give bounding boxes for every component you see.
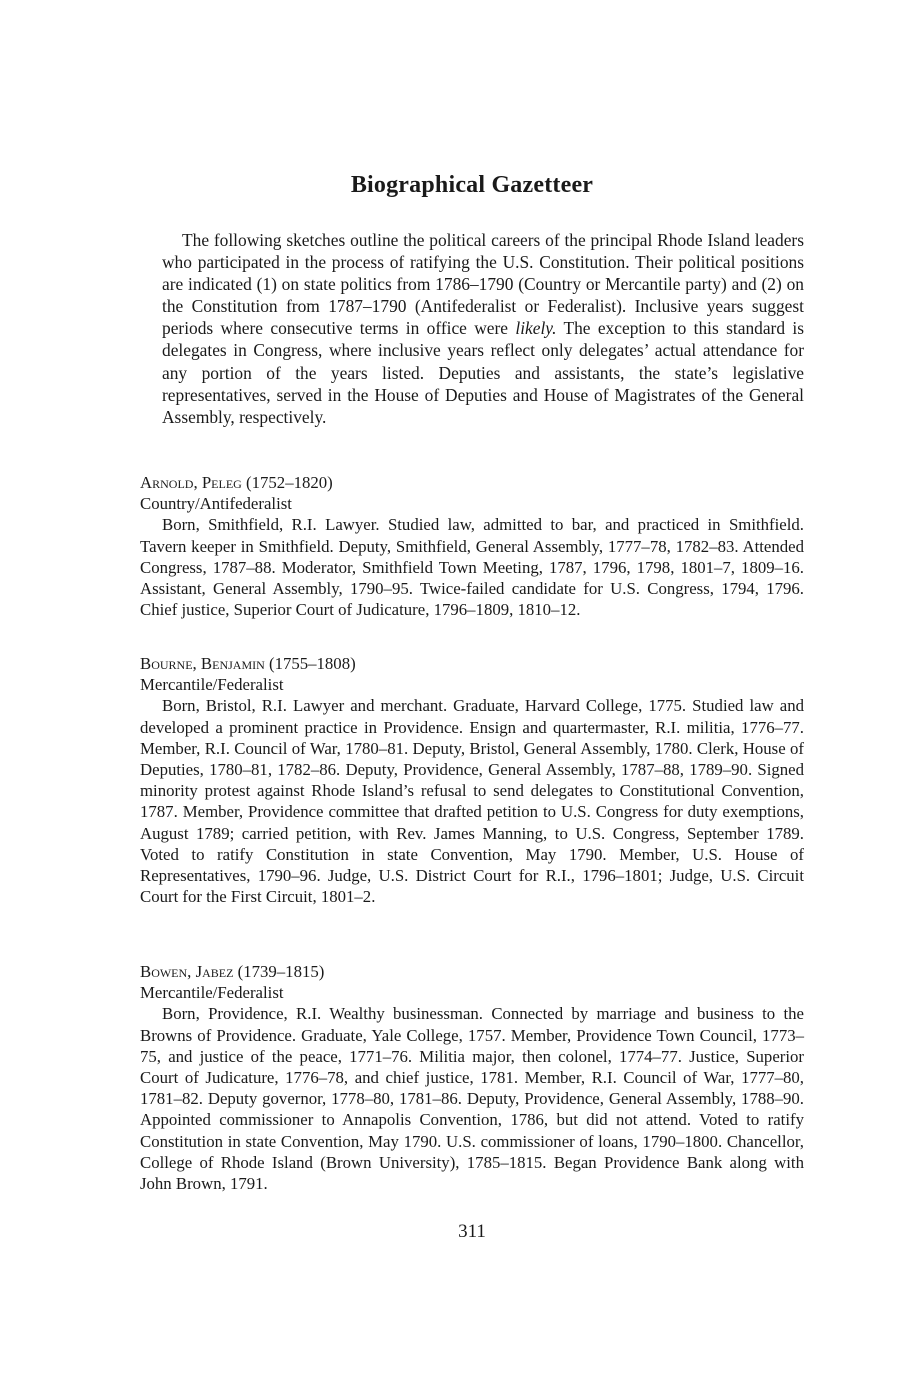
entry-arnold-peleg <box>140 472 804 620</box>
intro-paragraph <box>162 229 804 428</box>
entry-heading <box>140 653 804 674</box>
entry-dates: (1752–1820) <box>246 473 333 492</box>
entry-party: Country/Antifederalist <box>140 494 292 514</box>
entry-name: Bourne, Benjamin <box>140 654 265 673</box>
entry-bio: Born, Smithfield, R.I. Lawyer. Studied law, admitted to bar, and practiced in Smithfield. Tavern keeper in Smithfield. Deputy, Smithfield, General Assembly, 1777–78, 1782–83. Attended Congress, 1787–88. Moderator, Smithfield Town Meeting, 1787, 1796, 1798, 1801–7, 1809–16. Assistant, General Assembly, 1790–95. Twice-failed candidate for U.S. Congress, 1794, 1796. Chief justice, Superior Court of Judicature, 1796–1809, 1810–12. <box>140 515 804 620</box>
page-number: 311 <box>458 1221 486 1242</box>
entry-bio: Born, Providence, R.I. Wealthy businessman. Connected by marriage and business to the Browns of Providence. Graduate, Yale College, 1757. Member, Providence Town Council, 1773–75, and justice of the peace, 1771–76. Militia major, then colonel, 1774–77. Justice, Superior Court of Judicature, 1776–78, and chief justice, 1781. Member, R.I. Council of War, 1777–80, 1781–82. Deputy governor, 1778–80, 1781–86. Deputy, Providence, General Assembly, 1788–90. Appointed commissioner to Annapolis Convention, 1786, but did not attend. Voted to ratify Constitution in state Convention, May 1790. U.S. commissioner of loans, 1790–1800. Chancellor, College of Rhode Island (Brown University), 1785–1815. Began Providence Bank along with John Brown, 1791. <box>140 1004 804 1194</box>
page-title: Biographical Gazetteer <box>350 172 594 198</box>
intro-text-part1: The following sketches outline the political careers of the principal Rhode Island leaders who participated in the process of ratifying the U.S. Constitution. Their political positions are indicated (1) on state politics from 1786–1790 (Country or Mercantile party) and (2) on the Constitution from 1787–1790 (Antifederalist or Federalist). Inclusive years suggest periods where consecutive terms in office were <box>162 230 804 339</box>
entry-bowen-jabez <box>140 961 804 1194</box>
entry-bio: Born, Bristol, R.I. Lawyer and merchant. Graduate, Harvard College, 1775. Studied law and developed a prominent practice in Providence. Ensign and quartermaster, R.I. militia, 1776–77. Member, R.I. Council of War, 1780–81. Deputy, Bristol, General Assembly, 1780. Clerk, House of Deputies, 1780–81, 1782–86. Deputy, Providence, General Assembly, 1787–88, 1789–90. Signed minority protest against Rhode Island’s refusal to send delegates to Constitutional Convention, 1787. Member, Providence committee that drafted petition to U.S. Congress for duty exemptions, August 1789; carried petition, with Rev. James Manning, to U.S. Congress, September 1789. Voted to ratify Constitution in state Convention, May 1790. Member, U.S. House of Representatives, 1790–96. Judge, U.S. District Court for R.I., 1796–1801; Judge, U.S. Circuit Court for the First Circuit, 1801–2. <box>140 696 804 907</box>
entry-heading <box>140 961 804 982</box>
entry-dates: (1755–1808) <box>268 654 356 673</box>
entry-heading <box>140 472 804 493</box>
entry-party: Mercantile/Federalist <box>140 675 284 695</box>
entry-bourne-benjamin <box>140 653 804 907</box>
entry-dates: (1739–1815) <box>237 962 325 981</box>
entry-name: Bowen, Jabez <box>140 962 234 981</box>
intro-text-part2: The exception to this standard is delegates in Congress, where inclusive years reflect only delegates’ actual attendance for any portion of the years listed. Deputies and assistants, the state’s legislative representatives, served in the House of Deputies and House of Magistrates of the General Assembly, respectively. <box>162 318 804 427</box>
intro-emphasis: likely. <box>515 318 557 339</box>
entry-name: Arnold, Peleg <box>140 473 242 492</box>
entry-party: Mercantile/Federalist <box>140 983 284 1003</box>
